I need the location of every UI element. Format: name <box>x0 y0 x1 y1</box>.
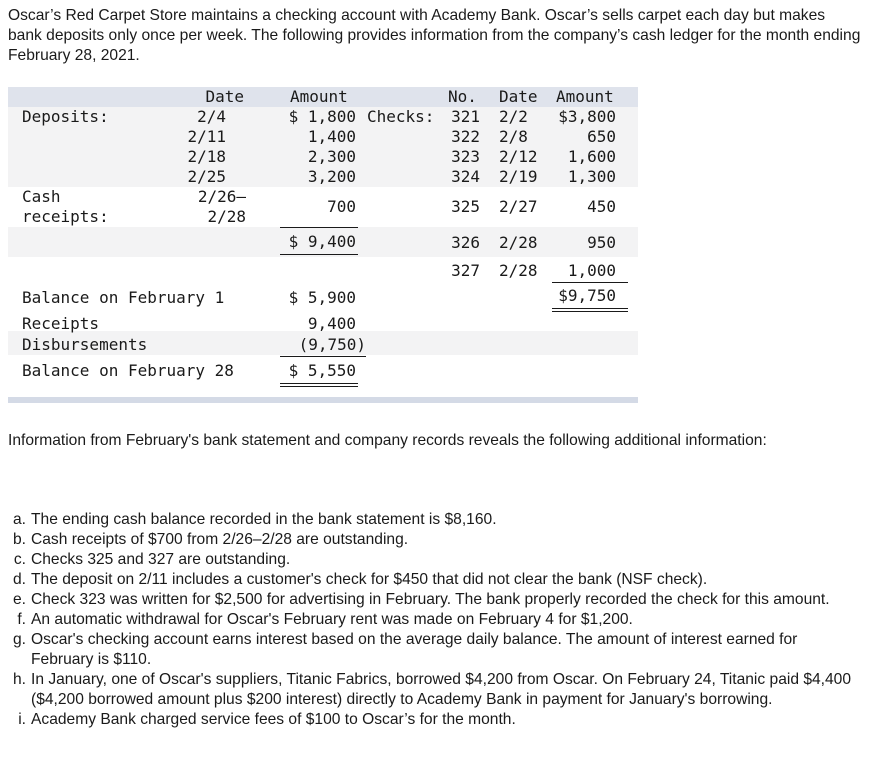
check-date: 2/8 <box>499 127 528 146</box>
checks-label: Checks: <box>367 107 435 126</box>
list-item <box>8 510 863 530</box>
deposits-total: $ 9,400 <box>288 232 356 251</box>
header-check-amount: Amount <box>556 87 614 106</box>
disbursements-label: Disbursements <box>22 335 148 354</box>
header-amount: Amount <box>290 87 348 106</box>
item-letter: g. <box>12 631 26 648</box>
receipts-label: Receipts <box>22 314 100 333</box>
check-amount: 1,000 <box>567 261 616 280</box>
item-text: Cash receipts of $700 from 2/26–2/28 are outstanding. <box>31 531 409 548</box>
item-text: An automatic withdrawal for Oscar's February rent was made on February 4 for $1,200. <box>31 611 633 628</box>
check-no: 324 <box>451 167 480 186</box>
check-date: 2/19 <box>499 167 538 186</box>
item-letter: c. <box>13 551 26 568</box>
problem-intro: Oscar’s Red Carpet Store maintains a checking account with Academy Bank. Oscar’s sells carpet each day but makes bank deposits only once per week. The following provides information from the company’s cash ledger for the month ending February 28, 2021. <box>8 7 861 64</box>
check-amount: 650 <box>587 127 616 146</box>
check-amount: 950 <box>587 233 616 252</box>
check-no: 321 <box>451 107 480 126</box>
table-bottom-rule <box>8 397 638 403</box>
additional-info-list <box>8 510 863 730</box>
header-date: Date <box>205 87 244 106</box>
balance-feb1: $ 5,900 <box>288 288 356 307</box>
check-date: 2/28 <box>499 261 538 280</box>
item-letter: d. <box>12 571 26 588</box>
list-item <box>8 590 863 610</box>
balance-feb1-label: Balance on February 1 <box>22 288 225 307</box>
cash-receipts-label-2: receipts: <box>22 207 109 226</box>
item-letter: b. <box>12 531 26 548</box>
item-text: The ending cash balance recorded in the bank statement is $8,160. <box>31 511 497 528</box>
list-item <box>8 570 863 590</box>
item-text: Check 323 was written for $2,500 for advertising in February. The bank properly recorded the check for this amount. <box>31 591 830 608</box>
list-item <box>8 670 863 710</box>
item-letter: f. <box>17 611 26 628</box>
list-item <box>8 610 863 630</box>
list-item <box>8 530 863 550</box>
disbursements-amount: (9,750) <box>298 335 366 354</box>
checks-subtotal-underline <box>552 282 628 283</box>
balance-feb28-double-underline <box>280 383 358 387</box>
additional-info-intro: Information from February's bank statement and company records reveals the following additional information: <box>8 432 767 449</box>
disbursements-underline <box>280 356 366 357</box>
check-no: 325 <box>451 197 480 216</box>
header-check-no: No. <box>448 87 477 106</box>
check-date: 2/28 <box>499 233 538 252</box>
item-text: The deposit on 2/11 includes a customer's check for $450 that did not clear the bank (NSF check). <box>31 571 708 588</box>
deposit-amount: 3,200 <box>307 167 356 186</box>
deposit-amount: $ 1,800 <box>288 107 356 126</box>
item-text: In January, one of Oscar's suppliers, Titanic Fabrics, borrowed $4,200 from Oscar. On February 24, Titanic paid $4,400 ($4,200 borrowed amount plus $200 interest) directly to Academy Bank in payment for January's borrowing. <box>31 671 852 708</box>
check-amount: 450 <box>587 197 616 216</box>
deposits-total-underline <box>280 254 358 255</box>
check-date: 2/2 <box>499 107 528 126</box>
deposits-label: Deposits: <box>22 107 109 126</box>
item-text: Academy Bank charged service fees of $100 to Oscar’s for the month. <box>31 711 516 728</box>
cash-receipts-amount: 700 <box>327 197 356 216</box>
checks-total: $9,750 <box>558 286 616 305</box>
item-letter: i. <box>18 711 26 728</box>
item-letter: h. <box>12 671 26 688</box>
item-letter: e. <box>12 591 26 608</box>
item-text: Oscar's checking account earns interest based on the average daily balance. The amount of interest earned for February is $110. <box>31 631 798 668</box>
deposit-amount: 2,300 <box>307 147 356 166</box>
check-amount: 1,300 <box>567 167 616 186</box>
check-no: 323 <box>451 147 480 166</box>
checks-total-double-underline <box>552 308 628 312</box>
header-check-date: Date <box>499 87 538 106</box>
deposit-amount: 1,400 <box>307 127 356 146</box>
check-no: 327 <box>451 261 480 280</box>
list-item <box>8 710 863 730</box>
list-item <box>8 630 863 670</box>
deposit-date: 2/4 <box>197 107 226 126</box>
item-letter: a. <box>12 511 26 528</box>
deposit-date: 2/18 <box>187 147 226 166</box>
cash-receipts-date: 2/26– <box>197 187 246 206</box>
list-item <box>8 550 863 570</box>
deposit-date: 2/25 <box>187 167 226 186</box>
balance-feb28-label: Balance on February 28 <box>22 361 234 380</box>
deposits-subtotal-underline <box>280 227 358 228</box>
item-text: Checks 325 and 327 are outstanding. <box>31 551 291 568</box>
check-amount: 1,600 <box>567 147 616 166</box>
receipts-amount: 9,400 <box>307 314 356 333</box>
cash-ledger-table <box>8 87 638 403</box>
check-no: 326 <box>451 233 480 252</box>
deposit-date: 2/11 <box>187 127 226 146</box>
cash-receipts-date-2: 2/28 <box>207 207 246 226</box>
check-amount: $3,800 <box>558 107 616 126</box>
check-date: 2/27 <box>499 197 538 216</box>
check-no: 322 <box>451 127 480 146</box>
check-date: 2/12 <box>499 147 538 166</box>
cash-receipts-label: Cash <box>22 187 61 206</box>
balance-feb28: $ 5,550 <box>288 361 356 380</box>
